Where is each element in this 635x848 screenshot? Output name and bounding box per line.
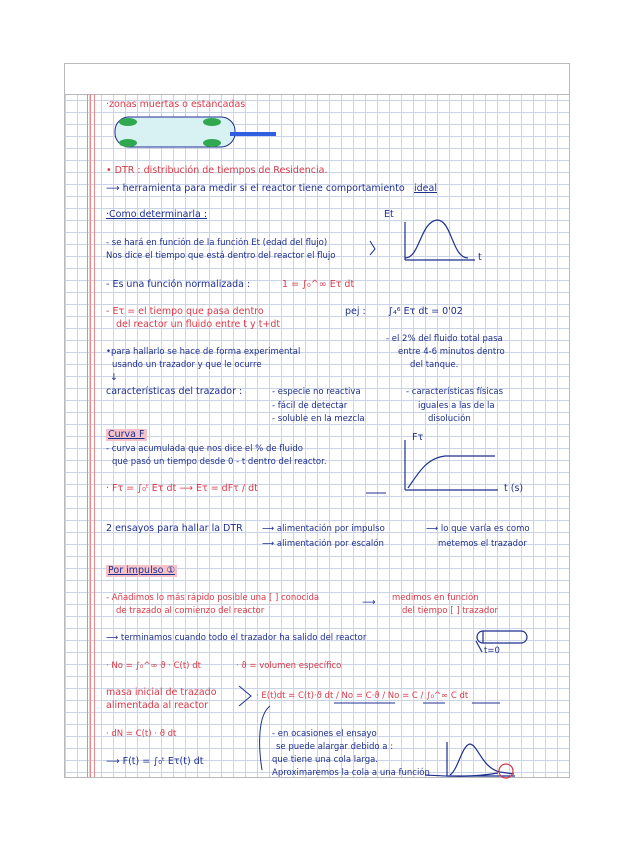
dn-eq: · dN = C(t) · ϑ dt — [106, 729, 177, 739]
ts-axis-label: t (s) — [504, 483, 524, 494]
masa-2: alimentada al reactor — [106, 700, 209, 711]
curva-f-title: Curva F — [108, 429, 145, 440]
caract-fisicas-1: - características físicas — [406, 387, 504, 397]
ft-graph — [405, 440, 498, 490]
sehara-2: Nos dice el tiempo que está dentro del reactor el flujo — [106, 251, 336, 261]
impulso-2: de trazado al comienzo del reactor — [116, 606, 265, 616]
ft-eq: · Fτ = ∫₀ᵗ Eτ dt ⟶ Eτ = dFτ / dt — [106, 483, 258, 494]
masa-1: masa inicial de trazado — [106, 687, 217, 698]
volumen-especifico: · ϑ = volumen específico — [236, 661, 342, 671]
normalizada: - Es una función normalizada : — [106, 279, 251, 290]
dtr-arrow-text: ⟶ herramienta para medir si el reactor tiene comportamiento — [106, 183, 405, 194]
hallarlo-2: usando un trazador y que le ocurre — [112, 360, 262, 370]
ocasiones-1: - en ocasiones el ensayo — [272, 729, 377, 739]
curva-1: - curva acumulada que nos dice el % de fluido — [106, 444, 303, 454]
ocasiones-4: Aproximaremos la cola a una función — [272, 768, 430, 778]
arrow-down: ↓ — [110, 372, 118, 383]
ensayo-a1: ⟶ alimentación por impulso — [262, 524, 385, 534]
t-zero: t=0 — [484, 646, 500, 656]
como-determinarla: ·Como determinarla : — [106, 209, 208, 220]
sehara-1: - se hará en función de la función Et (edad del flujo) — [106, 238, 328, 248]
porc-1: - el 2% del fluido total pasa — [386, 334, 503, 344]
ocasiones-2: se puede alargar debido a : — [276, 742, 394, 752]
zonas-muertas: ·zonas muertas o estancadas — [106, 99, 246, 110]
porc-3: del tanque. — [410, 360, 459, 370]
brace-2 — [370, 241, 375, 255]
caracteristicas-trazador: características del trazador : — [106, 386, 243, 397]
por-impulso-title: Por impulso ① — [108, 565, 176, 576]
impulso-arrow: ⟶ — [362, 597, 376, 608]
porc-2: entre 4-6 minutos dentro — [398, 347, 505, 357]
ft-axis-label: Fτ — [412, 432, 424, 443]
f-eq: ⟶ F(t) = ∫₀ᵗ Eτ(t) dt — [106, 756, 204, 767]
pej-eq: ∫₄⁶ Eτ dt = 0'02 — [388, 306, 463, 317]
terminamos: ⟶ terminamos cuando todo el trazador ha salido del reactor — [106, 633, 367, 643]
et-axis-label: Et — [384, 209, 394, 220]
et-eq: · E(t)dt = C(t)·ϑ dt / No = C·ϑ / No = C / ∫₀^∞ C dt — [256, 691, 469, 701]
no-eq: · No = ∫₀^∞ ϑ · C(t) dt — [106, 661, 201, 671]
ensayo-b2: metemos el trazador — [438, 539, 527, 549]
ensayo-a2: ⟶ alimentación por escalón — [262, 539, 384, 549]
dtr-definition: • DTR : distribución de tiempos de Residencia. — [106, 165, 328, 176]
ocasiones-3: que tiene una cola larga. — [272, 755, 379, 765]
caract-1: - especie no reactiva — [272, 387, 361, 397]
hook-line — [260, 706, 270, 770]
impulso-3: medimos en función — [392, 593, 479, 603]
curva-2: que pasó un tiempo desde 0 - t dentro del reactor. — [112, 457, 327, 467]
long-tail-graph — [425, 742, 515, 778]
pipe-sketch — [115, 117, 276, 147]
caract-3: - soluble en la mezcla — [272, 414, 365, 424]
impulso-4: del tiempo [ ] trazador — [402, 606, 499, 616]
ensayo-b1: ⟶ lo que varía es como — [426, 524, 530, 534]
ideal-word: ideal — [414, 183, 437, 194]
normalizada-eq: 1 = ∫₀^∞ Eτ dt — [282, 279, 355, 290]
caract-fisicas-3: disolución — [428, 414, 471, 424]
ensayos: 2 ensayos para hallar la DTR — [106, 523, 243, 534]
caract-2: - fácil de detectar — [272, 401, 348, 411]
et-def-1: - Eτ = el tiempo que pasa dentro — [106, 306, 264, 317]
t-axis-label: t — [478, 252, 482, 263]
hallarlo-1: •para hallarlo se hace de forma experimental — [106, 347, 301, 357]
brace — [239, 686, 251, 706]
et-graph — [405, 220, 475, 260]
pej: pej : — [345, 306, 366, 317]
et-def-2: del reactor un fluido entre t y t+dt — [116, 319, 281, 330]
impulso-1: - Añadimos lo más rápido posible una [ ] conocida — [106, 593, 320, 603]
caract-fisicas-2: iguales a las de la — [418, 401, 495, 411]
